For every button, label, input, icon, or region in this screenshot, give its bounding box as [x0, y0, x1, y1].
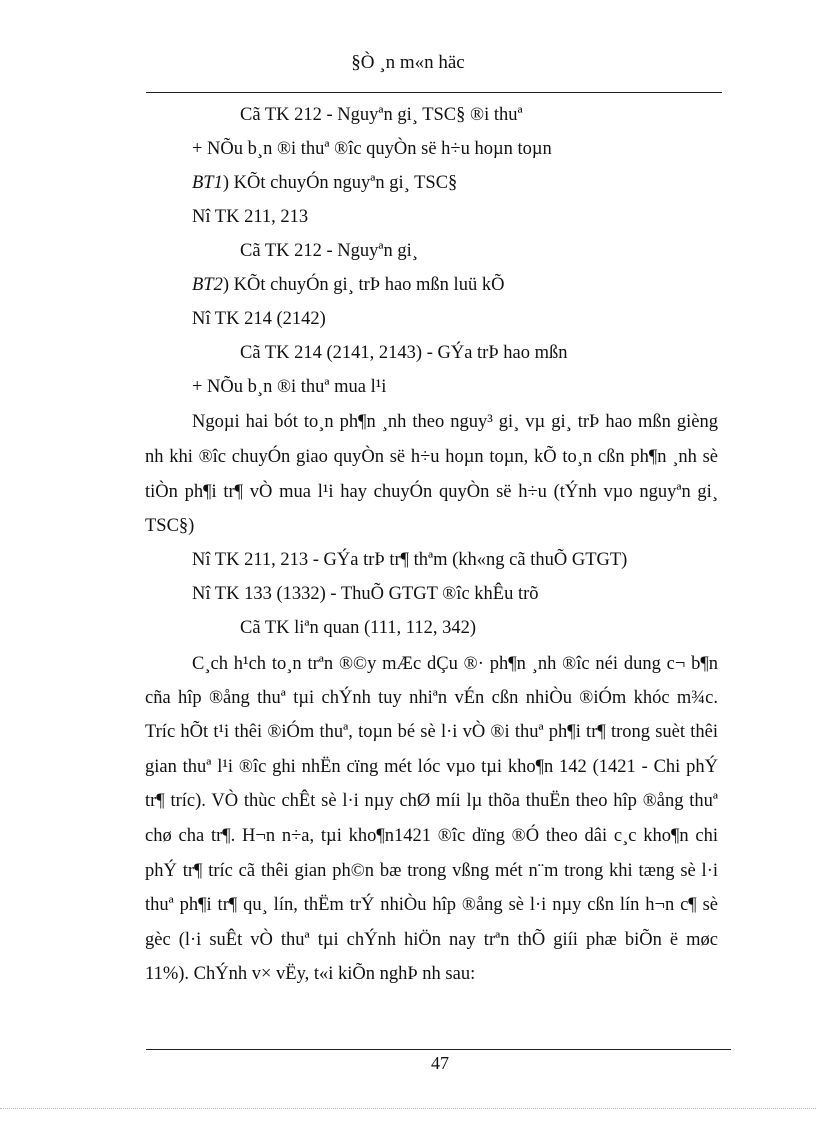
text-line: + NÕu b¸n ®i thuª mua l¹i: [192, 377, 387, 397]
text-line: tr¶ tríc). VÒ thùc chÊt sè l·i nµy chØ míi lµ thõa thuËn theo hîp ®ång thuª: [145, 791, 718, 811]
text-line: chø cha tr¶. H¬n n÷a, tµi kho¶n1421 ®îc dïng ®Ó theo dâi c¸c kho¶n chi: [145, 826, 718, 846]
header-rule: [146, 92, 722, 93]
text-line: C¸ch h¹ch to¸n trªn ®©y mÆc dÇu ®· ph¶n ¸nh ®îc néi dung c¬ b¶n: [192, 654, 718, 674]
text-line: Ngoµi hai bót to¸n ph¶n ¸nh theo nguy³ gi¸ vµ gi¸ trÞ hao mßn gièng: [192, 412, 718, 432]
text-line: Nî TK 211, 213 - GÝa trÞ tr¶ thªm (kh«ng cã thuÕ GTGT): [192, 550, 628, 570]
text-line: gian thuª l¹i ®îc ghi nhËn cïng mét lóc vµo tµi kho¶n 142 (1421 - Chi phÝ: [145, 757, 718, 777]
entry-text: ) KÕt chuyÓn nguyªn gi¸ TSC§: [222, 173, 458, 193]
text-line: Nî TK 133 (1332) - ThuÕ GTGT ®îc khÊu trõ: [192, 584, 539, 604]
text-line: 11%). ChÝnh v× vËy, t«i kiÕn nghÞ nh sau:: [145, 964, 476, 984]
text-line: cña hîp ®ång thuª tµi chÝnh tuy nhiªn vÉn cßn nhiÒu ®iÓm khóc m¾c.: [145, 688, 718, 708]
text-line: tiÒn ph¶i tr¶ vÒ mua l¹i hay chuyÓn quyÒn së h÷u (tÝnh vµo nguyªn gi¸: [145, 482, 718, 502]
text-line: gèc (l·i suÊt vÒ thuª tµi chÝnh hiÖn nay trªn thÕ giíi phæ biÕn ë møc: [145, 930, 718, 950]
text-line: thuª ph¶i tr¶ qu¸ lín, thËm trÝ nhiÒu hîp ®ång sè l·i nµy cßn lín h¬n c¶ sè: [145, 895, 718, 915]
entry-text: ) KÕt chuyÓn gi¸ trÞ hao mßn luü kÕ: [222, 275, 505, 295]
footer-rule: [146, 1049, 731, 1050]
text-line: Cã TK liªn quan (111, 112, 342): [240, 618, 476, 638]
text-line: Nî TK 214 (2142): [192, 309, 326, 329]
page-bottom-dotted-line: [0, 1108, 816, 1109]
page-number: 47: [431, 1053, 449, 1073]
text-line: Cã TK 212 - Nguyªn gi¸ TSC§ ®i thuª: [240, 105, 523, 125]
text-line: Cã TK 214 (2141, 2143) - GÝa trÞ hao mßn: [240, 343, 568, 363]
text-line: Tríc hÕt t¹i thêi ®iÓm thuª, toµn bé sè l·i vÒ ®i thuª ph¶i tr¶ trong suèt thêi: [145, 722, 718, 742]
entry-label: BT1: [192, 173, 223, 193]
text-line: Nî TK 211, 213: [192, 207, 309, 227]
text-line: [192, 274, 504, 296]
text-line: nh khi ®îc chuyÓn giao quyÒn së h÷u hoµn toµn, kÕ to¸n cßn ph¶n ¸nh sè: [145, 447, 718, 467]
entry-label: BT2: [192, 275, 223, 295]
text-line: TSC§): [145, 516, 195, 536]
text-line: + NÕu b¸n ®i thuª ®îc quyÒn së h÷u hoµn toµn: [192, 139, 552, 159]
text-line: phÝ tr¶ tríc cã thêi gian ph©n bæ trong vßng mét n¨m trong khi tæng sè l·i: [145, 861, 718, 881]
text-line: Cã TK 212 - Nguyªn gi¸: [240, 241, 418, 261]
page-header-title: §Ò ¸n m«n häc: [351, 52, 465, 73]
text-line: [192, 172, 457, 194]
